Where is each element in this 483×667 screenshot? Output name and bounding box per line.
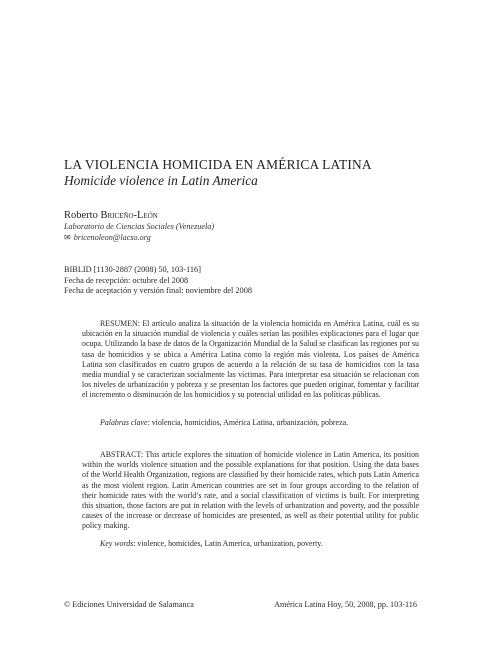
bibliographic-info — [64, 265, 424, 297]
abstract-spanish-text: RESUMEN: El artículo analiza la situación de la violencia homicida en América Latina, cuál es su ubicación en la situación mundial de violencia y cuáles serían las posibles explicaciones para el lugar que ocupa. Utilizando la base de datos de la Organización Mundial de la Salud se clasifican las regiones por su tasa de homicidios y se ubica a América Latina como la región más violenta. Los países de América Latina son clasificados en cuatro grupos de acuerdo a la relación de su tasa de homicidios con la tasa media mundial y se caracterizan socialmente las víctimas. Para interpretar esa situación se relacionan con los niveles de urbanización y pobreza y se presentan los factores que pueden originar, fomentar y facilitar el incremento o disminución de los homicidios y su potencial utilidad en las políticas públicas. — [82, 319, 419, 400]
footer-publisher: © Ediciones Universidad de Salamanca — [64, 600, 194, 609]
author-name — [64, 209, 424, 222]
author-last-name: Briceño-León — [100, 210, 158, 221]
article-title: LA VIOLENCIA HOMICIDA EN AMÉRICA LATINA — [64, 157, 372, 172]
abstract-spanish — [82, 319, 419, 401]
accepted-date: Fecha de aceptación y versión final: noviembre del 2008 — [64, 286, 252, 295]
keywords-english-list: : violence, homicides, Latin America, urbanization, poverty. — [133, 539, 323, 548]
author-block — [64, 209, 424, 243]
keywords-english-label: Key words — [100, 539, 134, 548]
keywords-spanish-list: : violencia, homicidios, América Latina, urbanización, pobreza. — [147, 418, 349, 427]
author-email-line — [64, 233, 424, 244]
abstract-english — [82, 450, 419, 532]
abstract-english-text: ABSTRACT: This article explores the situation of homicide violence in Latin America, its position within the worlds violence situation and the possible explanations for that position. Using the data bases of the World Health Organization, regions are classified by their homicide rates, which puts Latin America as the most violent region. Latin American countries are set in four groups according to the relation of their homicide rates with the world’s rate, and a social classification of victims is built. For interpreting this situation, those factors are put in relation with the levels of urbanization and poverty, and the possible causes of the increase or decrease of homicides are presented, as well as their potential utility for public policy making. — [82, 450, 419, 531]
envelope-icon: ✉ — [64, 232, 71, 242]
footer-citation: América Latina Hoy, 50, 2008, pp. 103-116 — [274, 600, 417, 609]
keywords-english — [100, 539, 419, 549]
author-first-name: Roberto — [64, 210, 101, 221]
biblid: BIBLID [1130-2887 (2008) 50, 103-116] — [64, 265, 201, 274]
article-subtitle: Homicide violence in Latin America — [64, 173, 258, 188]
keywords-spanish — [100, 418, 419, 428]
keywords-spanish-label: Palabras clave — [100, 418, 148, 427]
author-email[interactable]: bricenoleon@lacso.org — [73, 232, 151, 242]
received-date: Fecha de recepción: octubre del 2008 — [64, 275, 189, 285]
author-affiliation: Laboratorio de Ciencias Sociales (Venezuela) — [64, 222, 215, 231]
